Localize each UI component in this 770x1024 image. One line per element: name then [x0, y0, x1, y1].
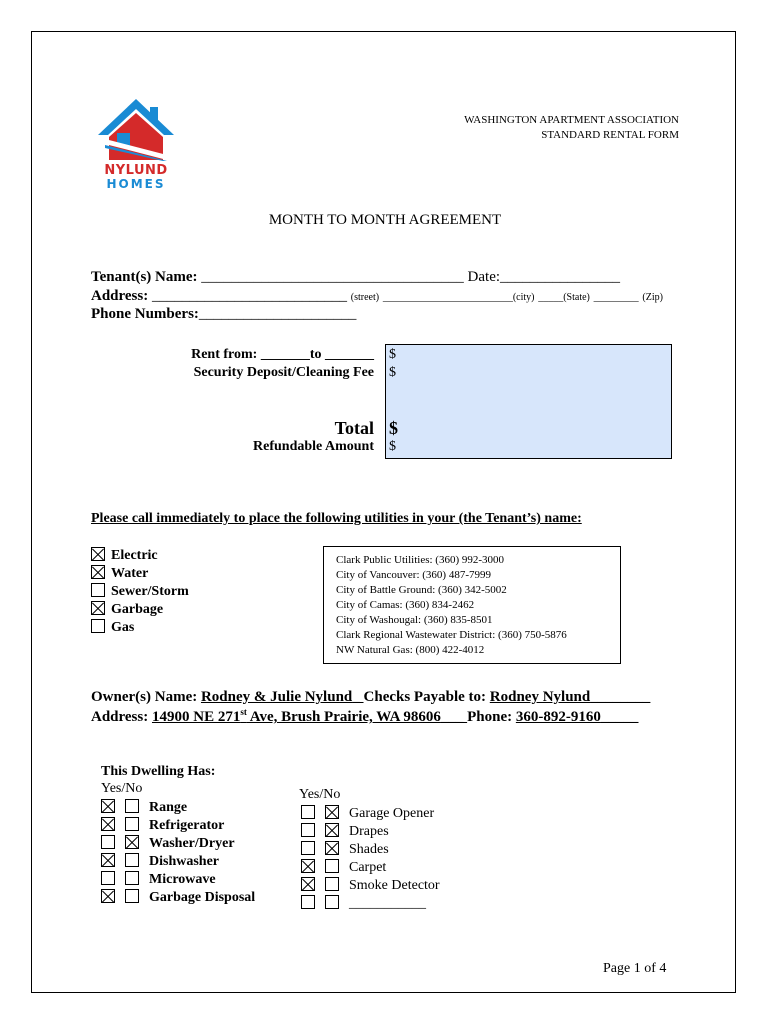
zip-field[interactable]: _________ [593, 292, 639, 303]
yes-checkbox[interactable] [101, 799, 115, 813]
utility-checkbox[interactable] [91, 565, 105, 579]
no-checkbox[interactable] [325, 877, 339, 891]
utility-contact: Clark Public Utilities: (360) 992-3000 [336, 554, 505, 566]
dwelling-item [301, 895, 426, 913]
owner-name-label: Owner(s) Name: [91, 689, 198, 705]
logo-text-nylund: NYLUND [104, 163, 168, 178]
utility-contacts-box [323, 546, 621, 664]
utility-checkbox[interactable] [91, 583, 105, 597]
owner-name-value: Rodney & Julie Nylund [200, 689, 353, 705]
utility-contact: City of Vancouver: (360) 487-7999 [336, 569, 491, 581]
tenant-address-label: Address: [91, 288, 149, 304]
dwelling-item [301, 823, 389, 841]
house-icon [95, 97, 177, 161]
no-checkbox[interactable] [325, 859, 339, 873]
utilities-heading: Please call immediately to place the following utilities in your (the Tenant’s) name: [91, 511, 582, 526]
nylund-homes-logo [95, 97, 177, 193]
utility-contact: Clark Regional Wastewater District: (360) 750-5876 [336, 629, 567, 641]
form-header [464, 113, 679, 143]
no-checkbox[interactable] [325, 823, 339, 837]
dwelling-item-label: ___________ [349, 896, 426, 911]
yes-checkbox[interactable] [101, 853, 115, 867]
owner-address-line: Address: 14900 NE 271st Ave, Brush Prairie, WA 98606___ Phone: 360-892-9160_____ [91, 707, 639, 725]
tenant-name-label: Tenant(s) Name: [91, 269, 198, 285]
dwelling-heading: This Dwelling Has: [101, 764, 216, 779]
deposit-amount-field[interactable]: $ [389, 365, 396, 380]
checks-payable-value: Rodney Nylund [489, 689, 591, 705]
utility-label: Sewer/Storm [111, 584, 189, 599]
tenant-phone-line [91, 306, 356, 323]
yes-checkbox[interactable] [101, 817, 115, 831]
yes-checkbox[interactable] [301, 805, 315, 819]
tenant-name-field[interactable]: ___________________________________ [201, 269, 464, 285]
dwelling-item [101, 799, 187, 817]
page-number: Page 1 of 4 [603, 961, 667, 976]
dwelling-item-label: Shades [349, 842, 389, 857]
dwelling-item [101, 817, 224, 835]
association-name: WASHINGTON APARTMENT ASSOCIATION [464, 114, 679, 126]
dwelling-item [101, 871, 216, 889]
owner-name-line: Owner(s) Name: Rodney & Julie Nylund_ Checks Payable to: Rodney Nylund________ [91, 689, 651, 705]
yes-no-header-left: Yes/No [101, 781, 143, 796]
utility-contact: City of Battle Ground: (360) 342-5002 [336, 584, 507, 596]
utility-item [91, 583, 189, 601]
utility-contact: City of Camas: (360) 834-2462 [336, 599, 475, 611]
dwelling-item-label: Washer/Dryer [149, 836, 235, 851]
security-deposit-label: Security Deposit/Cleaning Fee [193, 365, 374, 380]
rent-amount-field[interactable]: $ [389, 347, 396, 362]
owner-address-label: Address: [91, 709, 149, 725]
utility-contact: City of Washougal: (360) 835-8501 [336, 614, 493, 626]
yes-checkbox[interactable] [301, 823, 315, 837]
dwelling-item-label: Microwave [149, 872, 216, 887]
yes-checkbox[interactable] [301, 877, 315, 891]
no-checkbox[interactable] [125, 817, 139, 831]
city-field[interactable]: __________________________ [382, 292, 513, 303]
street-hint: (street) [350, 292, 380, 303]
no-checkbox[interactable] [125, 871, 139, 885]
owner-address-value: 14900 NE 271st Ave, Brush Prairie, WA 98606 [151, 707, 441, 725]
phone-numbers-field[interactable]: _____________________ [198, 306, 357, 322]
no-checkbox[interactable] [125, 835, 139, 849]
no-checkbox[interactable] [325, 895, 339, 909]
dwelling-item-label: Range [149, 800, 188, 815]
city-hint: (city) [512, 292, 535, 303]
no-checkbox[interactable] [125, 853, 139, 867]
utility-label: Water [111, 566, 149, 581]
no-checkbox[interactable] [325, 805, 339, 819]
refundable-amount-label: Refundable Amount [253, 439, 374, 454]
utility-item [91, 565, 148, 583]
utility-contact: NW Natural Gas: (800) 422-4012 [336, 644, 485, 656]
utility-item [91, 601, 163, 619]
dwelling-item [101, 835, 235, 853]
utility-checkbox[interactable] [91, 547, 105, 561]
dwelling-item-label: Garbage Disposal [149, 890, 256, 905]
dwelling-item-label: Smoke Detector [349, 878, 440, 893]
utility-checkbox[interactable] [91, 619, 105, 633]
form-name: STANDARD RENTAL FORM [541, 129, 679, 141]
dwelling-item [101, 853, 219, 871]
dwelling-item [301, 805, 434, 823]
logo-text-homes: HOMES [106, 177, 166, 191]
owner-phone-value: 360-892-9160 [515, 709, 601, 725]
rent-amount-box [385, 344, 672, 459]
checks-payable-label: Checks Payable to: [363, 689, 487, 705]
utility-checkbox[interactable] [91, 601, 105, 615]
no-checkbox[interactable] [325, 841, 339, 855]
utility-label: Garbage [111, 602, 164, 617]
yes-checkbox[interactable] [101, 889, 115, 903]
owner-phone-label: Phone: [467, 709, 513, 725]
dwelling-item-label: Carpet [349, 860, 387, 875]
dwelling-item [301, 877, 440, 895]
dwelling-item [301, 841, 389, 859]
refundable-amount-field[interactable]: $ [389, 439, 396, 454]
yes-checkbox[interactable] [301, 895, 315, 909]
tenant-name-line [91, 269, 620, 286]
utility-label: Gas [111, 620, 135, 635]
document-title: MONTH TO MONTH AGREEMENT [268, 212, 502, 228]
yes-checkbox[interactable] [301, 859, 315, 873]
dwelling-item-label: Drapes [349, 824, 389, 839]
no-checkbox[interactable] [125, 799, 139, 813]
date-field[interactable]: ________________ [500, 269, 621, 285]
rent-from-label: Rent from: _______to _______ [191, 347, 374, 362]
dwelling-item-label: Refrigerator [149, 818, 225, 833]
no-checkbox[interactable] [125, 889, 139, 903]
tenant-address-line [91, 288, 663, 305]
utility-item [91, 619, 134, 637]
state-field[interactable]: _____ [538, 292, 564, 303]
state-hint: (State) [563, 292, 590, 303]
yes-checkbox[interactable] [101, 835, 115, 849]
dwelling-item-label: Garage Opener [349, 806, 435, 821]
dwelling-item [101, 889, 255, 907]
yes-checkbox[interactable] [101, 871, 115, 885]
phone-numbers-label: Phone Numbers: [91, 306, 199, 322]
total-label: Total [334, 418, 374, 438]
yes-checkbox[interactable] [301, 841, 315, 855]
zip-hint: (Zip) [642, 292, 663, 303]
street-field[interactable]: __________________________ [151, 288, 347, 304]
utility-label: Electric [111, 548, 158, 563]
yes-no-header-right: Yes/No [299, 787, 341, 802]
date-label: Date: [467, 269, 501, 285]
utility-item [91, 547, 158, 565]
dwelling-item [301, 859, 386, 877]
dwelling-item-label: Dishwasher [149, 854, 220, 869]
total-amount-field[interactable]: $ [389, 418, 398, 438]
